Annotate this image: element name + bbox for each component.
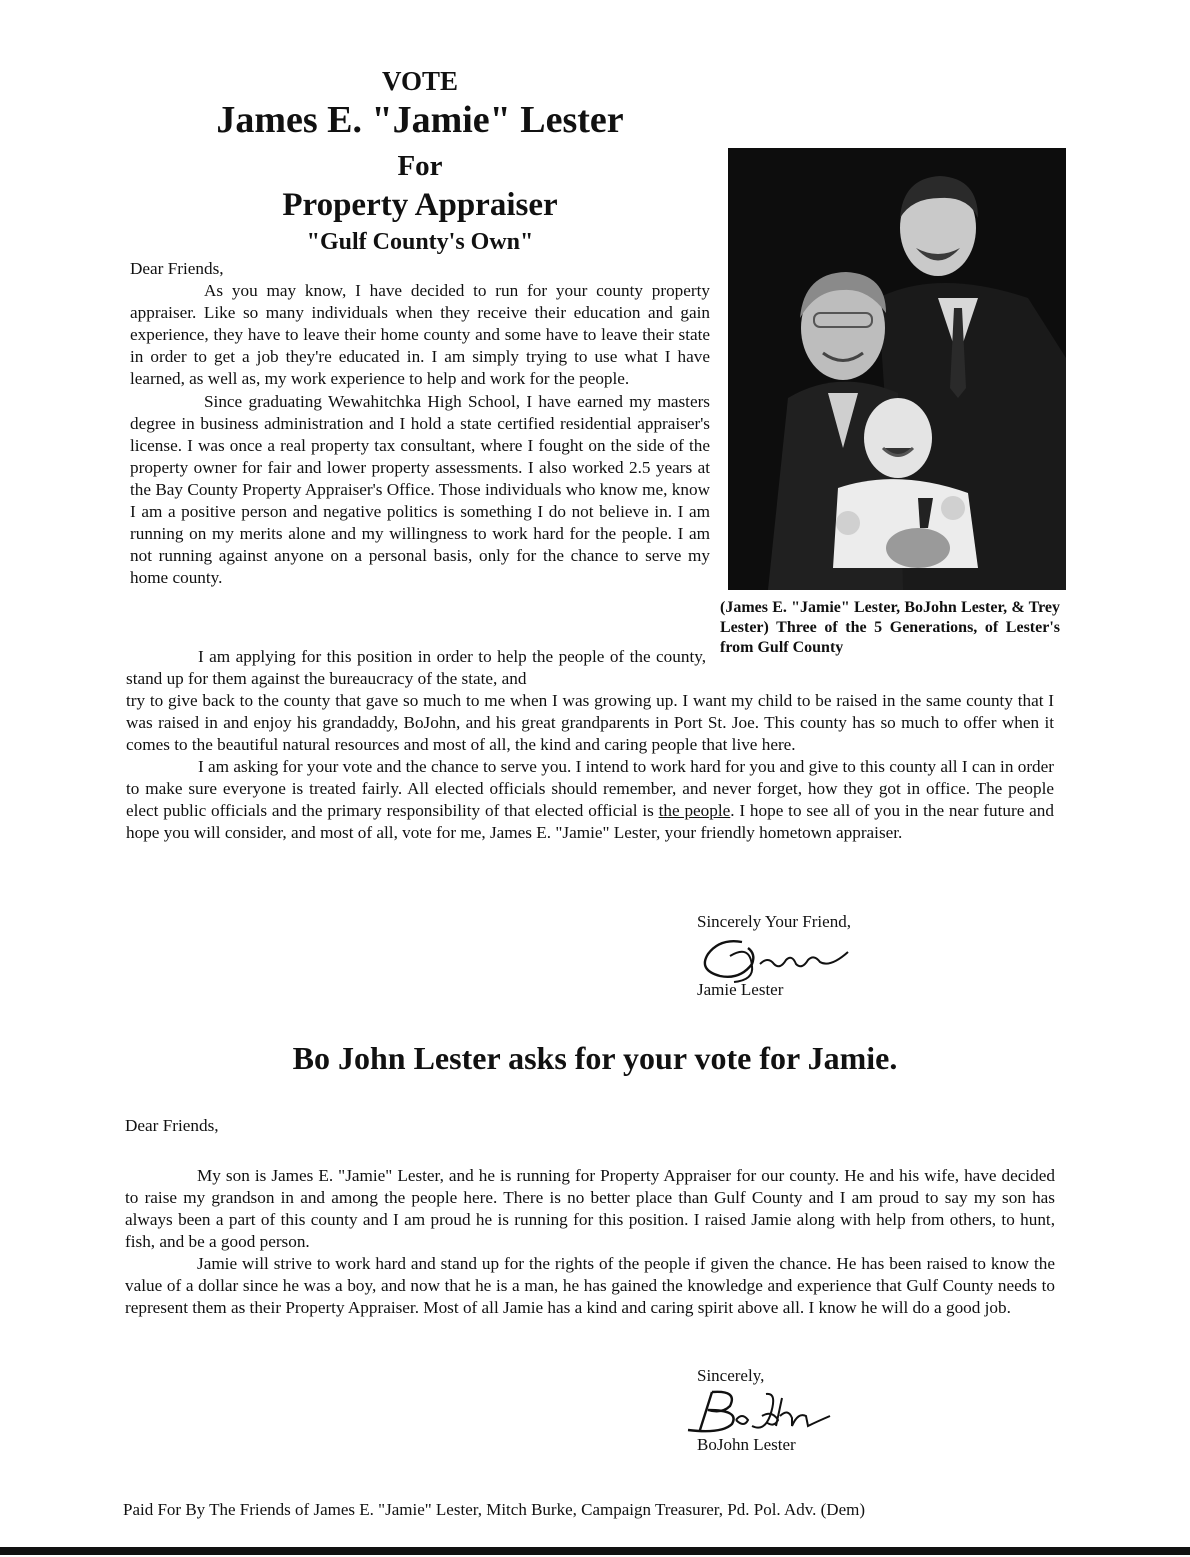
candidate-name: James E. "Jamie" Lester (216, 99, 624, 141)
letter-one-closing: Sincerely Your Friend, (697, 912, 851, 931)
section-two-title: Bo John Lester asks for your vote for Jamie. (292, 1040, 898, 1076)
letter-one-paragraph (126, 756, 1054, 844)
header-for: For (397, 150, 443, 182)
letter-one-salutation: Dear Friends, (130, 259, 224, 278)
paid-for-disclaimer: Paid For By The Friends of James E. "Jamie" Lester, Mitch Burke, Campaign Treasurer, Pd. Pol. Adv. (Dem) (123, 1500, 866, 1519)
letter-two-paragraph: Jamie will strive to work hard and stand up for the rights of the people if given the chance. He has been raised to know the value of a dollar since he was a boy, and now that he is a man, he has gained the knowledge and experience that Gulf County needs to represent them as their Property Appraiser. Most of all Jamie has a kind and caring spirit above all. I know he will do a good job. (125, 1254, 1055, 1317)
underlined-phrase: the people (658, 801, 731, 820)
letter-one-paragraph: I am applying for this position in order to help the people of the county, stand up for them against the bureaucracy of the state, and (126, 647, 706, 688)
header-vote: VOTE (382, 66, 458, 96)
letter-one-text: . I hope to see all of you in the near future and hope you will consider, and most of all, vote for me, James E. "Jamie" Lester, your friendly hometown appraiser. (126, 801, 1054, 842)
letter-one-continued (126, 690, 1054, 844)
photo-caption: (James E. "Jamie" Lester, BoJohn Lester, & Trey Lester) Three of the 5 Generations, of Lester's from Gulf County (720, 599, 1060, 656)
family-photo (728, 148, 1066, 590)
bojohn-signature-icon (682, 1386, 842, 1438)
jamie-signature-icon (690, 934, 860, 986)
family-photo-image (728, 148, 1066, 590)
bottom-scan-edge (0, 1547, 1190, 1555)
office-title: Property Appraiser (282, 187, 558, 223)
letter-one (130, 258, 710, 589)
letter-two (125, 1115, 1055, 1319)
letter-two-paragraph: My son is James E. "Jamie" Lester, and he is running for Property Appraiser for our county. He and his wife, have decided to raise my grandson in and among the people here. There is no better place than Gulf County and I am proud to say my son has always been a part of this county and I am proud he is running for this position. I raised Jamie along with help from others, to hunt, fish, and be a good person. (125, 1166, 1055, 1251)
slogan: "Gulf County's Own" (306, 229, 534, 255)
letter-two-closing: Sincerely, (697, 1366, 765, 1385)
letter-one-paragraph: try to give back to the county that gave so much to me when I was growing up. I want my child to be raised in the same county that I was raised in and enjoy his grandaddy, BoJohn, and his great grandparents in Port St. Joe. This county has so much to offer when it comes to the beautiful natural resources and most of all, the kind and caring people that live here. (126, 691, 1054, 754)
letter-two-signer: BoJohn Lester (697, 1435, 796, 1454)
letter-two-salutation: Dear Friends, (125, 1116, 219, 1135)
letter-one-paragraph: As you may know, I have decided to run for your county property appraiser. Like so many individuals when they receive their education and gain experience, they have to leave their home county and some have to leave their state in order to get a job they're educated in. I am simply trying to use what I have learned, as well as, my work experience to help and work for the people. (130, 281, 710, 389)
letter-one-signer: Jamie Lester (697, 980, 784, 999)
letter-one-wrap (126, 646, 706, 690)
letter-one-text: I am asking for your vote and the chance to serve you. I intend to work hard for you and give to this county all I can in order to make sure everyone is treated fairly. All elected officials should remember, and never forget, how they got in office. The people elect public officials and the primary responsibility of that elected official is (126, 757, 1054, 820)
letter-one-paragraph: Since graduating Wewahitchka High School, I have earned my masters degree in business administration and I hold a state certified residential appraiser's license. I was once a real property tax consultant, where I fought on the side of the property owner for fair and lower property assessments. I also worked 2.5 years at the Bay County Property Appraiser's Office. Those individuals who know me, know I am a positive person and negative politics is something I do not believe in. I am running on my merits alone and my willingness to work hard for the people. I am not running against anyone on a personal basis, only for the chance to serve my home county. (130, 391, 710, 588)
